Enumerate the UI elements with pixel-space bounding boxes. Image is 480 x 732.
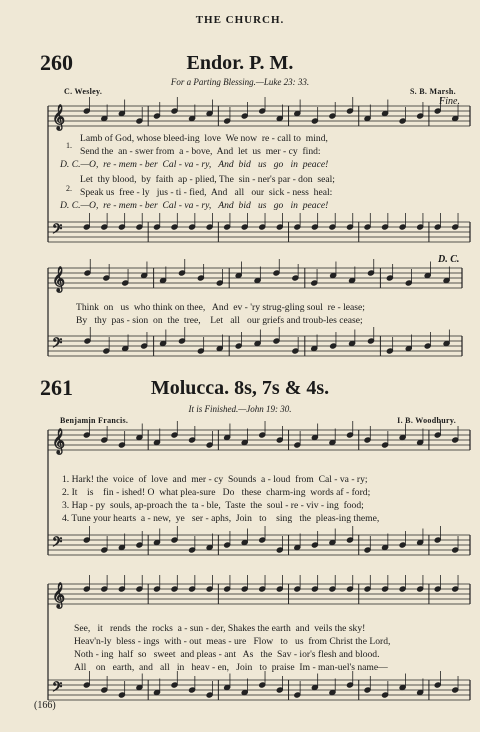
dc-line: D. C.—O, re - mem - ber Cal - va - ry, And bid us go in peace!: [60, 200, 329, 211]
lyric-line: Think on us who think on thee, And ev - 'ry strug-gling soul re - lease;: [76, 302, 365, 313]
bass-clef-icon: 𝄢: [52, 221, 63, 240]
hymn-author-260: C. Wesley.: [64, 87, 103, 96]
hymn-composer-261: I. B. Woodbury.: [397, 416, 456, 425]
dc-mark: D. C.: [438, 254, 460, 265]
verse-number-1: 1.: [66, 141, 72, 150]
lyric-line: See, it rends the rocks a - sun - der, Shakes the earth and veils the sky!: [74, 623, 366, 634]
treble-clef-icon: 𝄞: [52, 583, 66, 608]
hymn-tune-260: Endor. P. M.: [186, 52, 294, 74]
lyric-line: Heav'n-ly bless - ings with - out meas - ure Flow to us from Christ the Lord,: [74, 636, 391, 647]
hymn-subtitle-260: For a Parting Blessing.—Luke 23: 33.: [170, 77, 310, 87]
lyric-line: Send the an - swer from a - bove, And let us mer - cy find:: [80, 146, 321, 157]
lyric-line: 3. Hap - py souls, ap-proach the ta - ble, Taste the soul - re - viv - ing food;: [62, 500, 364, 511]
treble-clef-icon: 𝄞: [52, 267, 66, 292]
hymn-number-261: 261: [40, 375, 73, 400]
bass-clef-icon: 𝄢: [52, 534, 63, 553]
fine-mark: Fine.: [439, 96, 460, 107]
bass-clef-icon: 𝄢: [52, 335, 63, 354]
lyric-line: By thy pas - sion on the tree, Let all our griefs and troub-les cease;: [76, 315, 363, 326]
lyric-line: Noth - ing half so sweet and pleas - ant As the Sav - ior's flesh and blood.: [74, 649, 380, 660]
treble-clef-icon: 𝄞: [52, 429, 66, 454]
treble-clef-icon: 𝄞: [52, 105, 66, 130]
bass-clef-icon: 𝄢: [52, 679, 63, 698]
page-number: (166): [34, 700, 56, 711]
lyric-line: All on earth, and all in heav - en, Join to praise Im - man-uel's name—: [74, 662, 388, 673]
lyric-line: Let thy blood, by faith ap - plied, The sin - ner's par - don seal;: [80, 174, 335, 185]
hymn-tune-261: Molucca. 8s, 7s & 4s.: [150, 377, 330, 399]
hymn-author-261: Benjamin Francis.: [60, 416, 129, 425]
lyric-line: 2. It is fin - ished! O what plea-sure Do these charm-ing words af - ford;: [62, 487, 371, 498]
lyric-line: 4. Tune your hearts a - new, ye ser - aphs, Join to sing the pleas-ing theme,: [62, 513, 380, 524]
hymn-composer-260: S. B. Marsh.: [409, 87, 456, 96]
lyric-line: 1. Hark! the voice of love and mer - cy Sounds a - loud from Cal - va - ry;: [62, 474, 368, 485]
hymn-subtitle-261: It is Finished.—John 19: 30.: [188, 404, 292, 414]
running-head: THE CHURCH.: [195, 14, 285, 26]
lyric-line: Speak us free - ly jus - ti - fied, And all our sick - ness heal:: [80, 187, 333, 198]
dc-line: D. C.—O, re - mem - ber Cal - va - ry, And bid us go in peace!: [60, 159, 329, 170]
verse-number-2: 2.: [66, 184, 72, 193]
lyric-line: Lamb of God, whose bleed-ing love We now re - call to mind,: [80, 133, 328, 144]
hymn-number-260: 260: [40, 50, 73, 75]
